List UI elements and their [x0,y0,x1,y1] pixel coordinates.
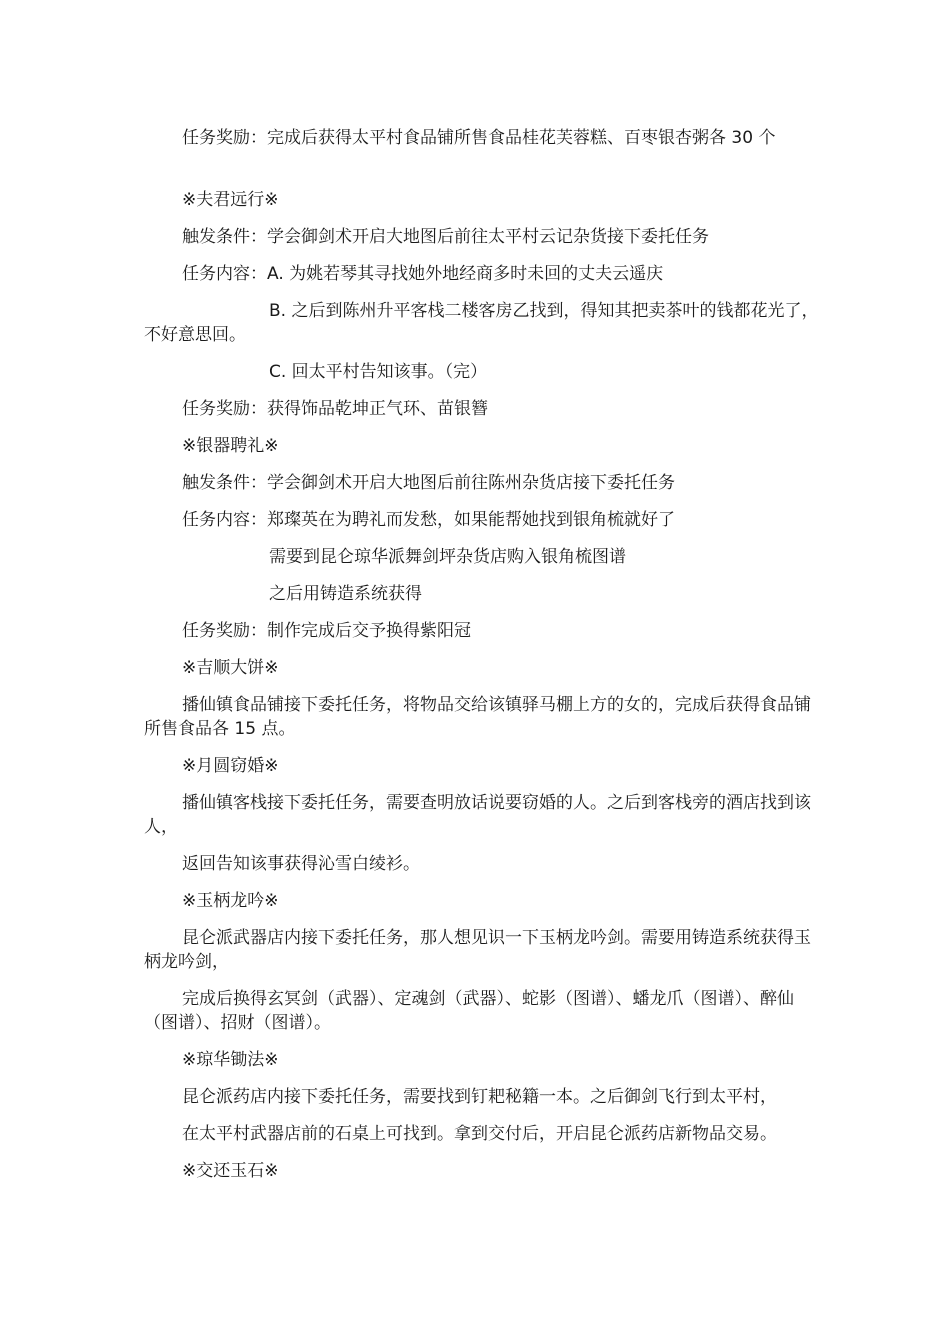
section-title-yubing-longyin: ※玉柄龙吟※ [182,891,279,911]
reward-fujun: 任务奖励：获得饰品乾坤正气环、苗银簪 [182,399,488,419]
task-content-yinqi-3: 之后用铸造系统获得 [269,584,422,604]
reward-yinqi: 任务奖励：制作完成后交予换得紫阳冠 [182,621,471,641]
trigger-condition-fujun: 触发条件：学会御剑术开启大地图后前往太平村云记杂货接下委托任务 [182,227,709,247]
section-title-fujun-yuanxing: ※夫君远行※ [182,190,279,210]
section-title-yinqi-pinli: ※银器聘礼※ [182,436,279,456]
section-title-yueyuan-qiehun: ※月圆窃婚※ [182,756,279,776]
paragraph-yubing-2: 完成后换得玄冥剑（武器）、定魂剑（武器）、蛇影（图谱）、蟠龙爪（图谱）、醉仙（图谱）、招财（图谱）。 [144,989,794,1033]
trigger-condition-yinqi: 触发条件：学会御剑术开启大地图后前往陈州杂货店接下委托任务 [182,473,675,493]
paragraph-qionghua-2: 在太平村武器店前的石桌上可找到。拿到交付后，开启昆仑派药店新物品交易。 [182,1124,777,1144]
paragraph-yueyuan: 播仙镇客栈接下委托任务，需要查明放话说要窃婚的人。之后到客栈旁的酒店找到该人， [144,793,811,837]
paragraph-yubing: 昆仑派武器店内接下委托任务，那人想见识一下玉柄龙吟剑。需要用铸造系统获得玉柄龙吟剑， [144,928,811,972]
paragraph-qionghua: 昆仑派药店内接下委托任务，需要找到钉耙秘籍一本。之后御剑飞行到太平村， [182,1087,777,1107]
task-content-fujun-a: 任务内容：A. 为姚若琴其寻找她外地经商多时未回的丈夫云遥庆 [182,264,664,284]
paragraph-yueyuan-2: 返回告知该事获得沁雪白绫衫。 [182,854,420,874]
reward-taiping-food: 任务奖励：完成后获得太平村食品铺所售食品桂花芙蓉糕、百枣银杏粥各 30 个 [182,128,776,148]
section-title-qionghua-chufa: ※琼华锄法※ [182,1050,279,1070]
task-content-yinqi: 任务内容：郑璨英在为聘礼而发愁，如果能帮她找到银角梳就好了 [182,510,675,530]
task-content-fujun-b: B. 之后到陈州升平客栈二楼客房乙找到，得知其把卖茶叶的钱都花光了，不好意思回。 [144,301,819,345]
section-title-jishun-dabing: ※吉顺大饼※ [182,658,279,678]
section-title-jiaohuan-yushi: ※交还玉石※ [182,1161,279,1181]
task-content-fujun-c: C. 回太平村告知该事。（完） [269,362,488,382]
paragraph-jishun: 播仙镇食品铺接下委托任务，将物品交给该镇驿马棚上方的女的，完成后获得食品铺所售食品各 15 点。 [144,695,811,739]
task-content-yinqi-2: 需要到昆仑琼华派舞剑坪杂货店购入银角梳图谱 [269,547,626,567]
